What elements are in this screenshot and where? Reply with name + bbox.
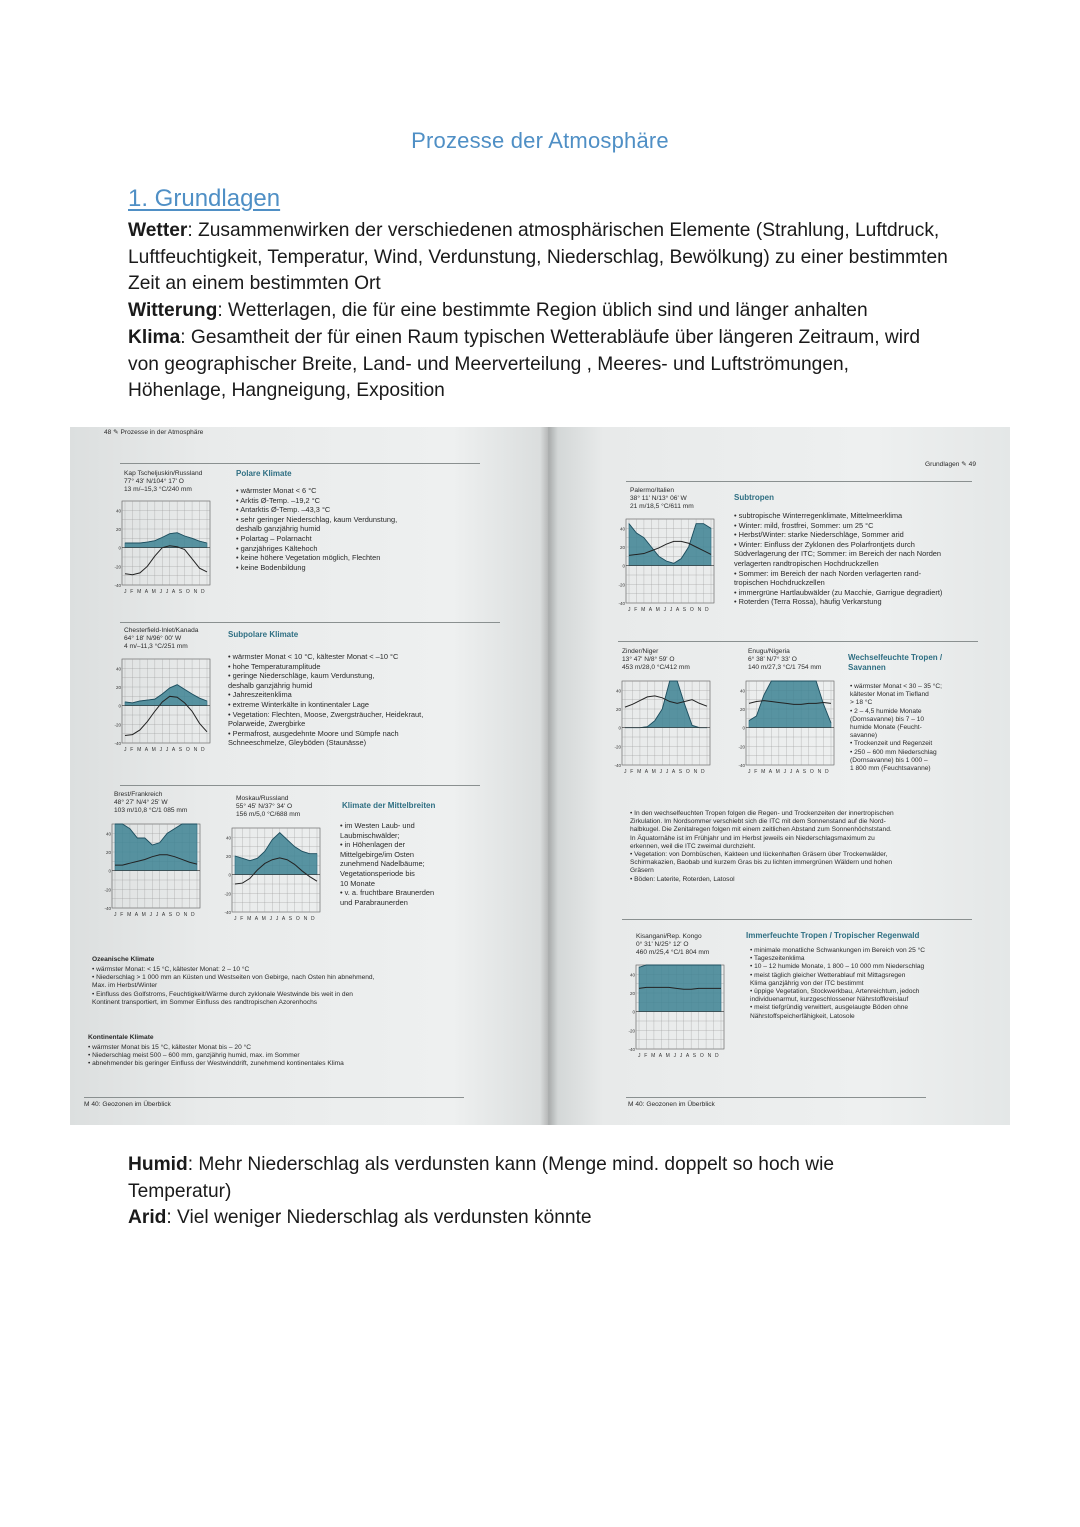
bullet-line: • minimale monatliche Schwankungen im Bereich von 25 °C	[750, 947, 926, 954]
station-line: 13 m/–15,3 °C/240 mm	[124, 486, 192, 494]
bullet-line: • Jahreszeitenklima	[228, 690, 292, 700]
bullet-line: • In den wechselfeuchten Tropen folgen die Regen- und Trockenzeiten der innertropischen	[630, 810, 894, 817]
bullet-line: • geringe Niederschläge, kaum Verdunstung,	[228, 671, 375, 681]
temperature-tick-label: -20	[104, 887, 111, 893]
bullet-line: • wärmster Monat < 30 – 35 °C;	[850, 683, 942, 690]
station-info	[114, 791, 187, 816]
bullet-line: Vegetationsperiode bis	[340, 868, 415, 878]
definition-wetter	[128, 218, 948, 298]
temperature-tick-label: 0	[742, 725, 745, 731]
bullet-line: • meist tiefgründig verwittert, ausgelaugte Böden ohne	[750, 1004, 909, 1012]
section-heading: 1. Grundlagen	[128, 185, 281, 212]
temperature-tick-label: -40	[614, 763, 621, 768]
climate-diagram-svg	[222, 824, 324, 926]
temperature-tick-label: -20	[628, 1028, 635, 1034]
temperature-tick-label: 20	[739, 707, 745, 712]
bullet-line: • hohe Temperaturamplitude	[228, 661, 321, 671]
bullet-line: • Antarktis Ø-Temp. –43,3 °C	[236, 505, 331, 515]
precipitation-area	[625, 681, 707, 728]
station-line: 64° 18' N/96° 00' W	[124, 635, 182, 643]
climate-diagram-svg	[112, 497, 214, 599]
station-line: Zinder/Niger	[622, 648, 659, 655]
bullet-line: • Vegetation: von Dornbüschen, Kakteen und lückenhaften Gräsern über Trockenwälder,	[630, 851, 888, 859]
bullet-line: Klima ganzjährig von der ITC bestimmt	[750, 979, 864, 987]
station-line: 77° 43' N/104° 17' O	[124, 478, 184, 486]
bullet-line: • Polartag – Polarnacht	[236, 533, 312, 543]
temperature-tick-label: 40	[225, 835, 231, 841]
climate-diagram	[112, 655, 214, 757]
text-klima: : Gesamtheit der für einen Raum typischen Wetterabläufe über längeren Zeitraum, wird von geographischer Breite, Land- und Meerverteilung , Meeres- und Luftströmungen, Höhenlage, Hangneigung, Exposition	[128, 326, 921, 402]
temperature-tick-label: 20	[629, 991, 635, 996]
zone-paragraph	[630, 810, 894, 884]
bullet-line: und Parabraunerden	[340, 897, 408, 907]
climate-diagram	[612, 677, 714, 779]
bullet-line: • v. a. fruchtbare Braunerden	[340, 888, 435, 898]
bullet-line: deshalb ganzjährig humid	[236, 524, 321, 534]
station-info	[622, 648, 690, 673]
climate-diagram	[222, 824, 324, 926]
temperature-tick-label: 40	[115, 666, 121, 672]
bullet-line: • sehr geringer Niederschlag, kaum Verdunstung,	[236, 514, 398, 524]
bullet-line: humide Monate (Feucht-	[850, 724, 922, 732]
rule	[622, 919, 972, 920]
station-info	[630, 487, 694, 512]
station-line: 6° 38' N/7° 33' O	[748, 656, 797, 664]
station-line: Enugu/Nigeria	[748, 648, 790, 655]
temperature-tick-label: -40	[618, 601, 625, 606]
temperature-tick-label: -40	[114, 741, 121, 746]
bullet-line: Südverlagerung der ITC; Sommer: im Bereich der nach Norden	[734, 549, 942, 559]
temperature-tick-label: 20	[619, 545, 625, 550]
bullet-line: • Roterden (Terra Rossa), häufig Verkarstung	[734, 597, 882, 607]
bullet-line: • Böden: Laterite, Roterden, Latosol	[630, 875, 735, 883]
rule	[120, 463, 480, 464]
bullet-line: • Herbst/Winter: starke Niederschläge, Sommer arid	[734, 530, 904, 540]
bullet-line: • Einfluss des Golfstroms, Feuchtigkeit/Wärme durch zyklonale Westwinde bis weit in den	[92, 990, 353, 998]
zone-heading: Subpolare Klimate	[228, 630, 299, 639]
zone-heading	[848, 653, 942, 672]
bullet-line: • wärmster Monat bis 15 °C, kältester Monat bis – 20 °C	[88, 1044, 251, 1051]
bullet-line: Schneeschmelze, Gleyböden (Staunässe)	[228, 738, 367, 748]
bullet-line: • abnehmender bis geringer Einfluss der Westwinddrift, zunehmend kontinentales Klima	[88, 1060, 344, 1068]
bullet-line: • üppige Vegetation, Stockwerkbau, Artenreichtum, jedoch	[750, 988, 920, 996]
station-line: Moskau/Russland	[236, 795, 289, 802]
bullet-line: • Arktis Ø-Temp. –19,2 °C	[236, 495, 320, 505]
month-axis-label: J F M A M J J A S O N D	[748, 769, 830, 775]
zone-bullets	[734, 511, 942, 607]
precipitation-area	[629, 524, 711, 566]
month-axis-label: J F M A M J J A S O N D	[114, 912, 196, 918]
zone-bullets	[228, 652, 423, 748]
temperature-tick-label: 20	[115, 527, 121, 532]
month-axis-label: J F M A M J J A S O N D	[638, 1053, 720, 1059]
climate-diagram	[102, 820, 204, 922]
zone-heading: Subtropen	[734, 493, 774, 502]
rule	[120, 785, 480, 786]
bullet-line: • Trockenzeit und Regenzeit	[850, 740, 933, 748]
station-line: 140 m/27,3 °C/1 754 mm	[748, 664, 822, 672]
climate-diagram	[626, 961, 728, 1063]
zone-heading: Klimate der Mittelbreiten	[342, 801, 436, 810]
climate-diagram-svg	[112, 655, 214, 757]
temperature-tick-label: 0	[118, 703, 121, 709]
definition-arid	[128, 1205, 908, 1232]
book-gutter	[540, 427, 558, 1125]
bullet-line: • immergrüne Hartlaubwälder (zu Macchie, Garrigue degradiert)	[734, 587, 943, 597]
bullet-line: savanne)	[850, 732, 878, 740]
temperature-tick-label: -20	[738, 744, 745, 750]
left-page-header: 48 ✎ Prozesse in der Atmosphäre	[104, 429, 204, 436]
temperature-tick-label: -20	[618, 582, 625, 588]
station-info	[748, 648, 821, 673]
bullet-line: verlagerten randtropischen Hochdruckzellen	[734, 558, 879, 568]
station-line: 55° 45' N/37° 34' O	[236, 803, 293, 811]
bullet-line: zunehmend Nadelbäume;	[340, 859, 425, 869]
station-line: 156 m/5,0 °C/688 mm	[236, 811, 301, 819]
climate-diagram	[736, 677, 838, 779]
climate-diagram	[616, 515, 718, 617]
bullet-line: • extreme Winterkälte in kontinentaler Lage	[228, 699, 370, 709]
station-line: 0° 31' N/25° 12' O	[636, 941, 689, 949]
bullet-line: Polarweide, Zwergbirke	[228, 719, 306, 729]
precipitation-area	[125, 533, 207, 548]
temperature-tick-label: -40	[104, 906, 111, 911]
bullet-line: erkennen, weil die ITC zweimal durchzieht.	[630, 842, 756, 850]
bullet-line: • 2 – 4,5 humide Monate	[850, 707, 922, 715]
bullet-line: • keine höhere Vegetation möglich, Flechten	[236, 553, 381, 563]
temperature-tick-label: -40	[224, 910, 231, 915]
bullet-line: • Niederschlag meist 500 – 600 mm, ganzjährig humid, max. im Sommer	[88, 1052, 300, 1060]
climate-diagram-svg	[612, 677, 714, 779]
bullet-line: (Dornsavanne) bis 7 – 10	[850, 715, 925, 723]
climate-diagram-svg	[736, 677, 838, 779]
zone-bullets	[236, 486, 397, 572]
definition-witterung	[128, 298, 948, 325]
rule	[626, 481, 972, 482]
definitions-block	[128, 218, 948, 405]
climate-diagram	[112, 497, 214, 599]
station-line: 453 m/28,0 °C/412 mm	[622, 664, 690, 672]
station-line: Palermo/Italien	[630, 487, 674, 494]
bullet-line: • ganzjähriges Kältehoch	[236, 543, 318, 553]
climate-diagram-svg	[626, 961, 728, 1063]
station-info	[124, 627, 198, 652]
bullet-line: Nährstoffspeicherfähigkeit, Latosole	[750, 1012, 855, 1020]
temperature-line	[125, 546, 207, 575]
month-axis-label: J F M A M J J A S O N D	[124, 589, 206, 595]
term-witterung: Witterung	[128, 300, 218, 322]
temperature-tick-label: 0	[118, 545, 121, 551]
month-axis-label: J F M A M J J A S O N D	[628, 607, 710, 613]
bullet-line: deshalb ganzjährig humid	[228, 680, 313, 690]
bullet-line: Kontinent transportiert, im Sommer Einfluss des randtropischen Azorenhochs	[92, 998, 318, 1006]
temperature-tick-label: -40	[114, 583, 121, 588]
term-humid: Humid	[128, 1154, 188, 1175]
text-humid: : Mehr Niederschlag als verdunsten kann (Menge mind. doppelt so hoch wie Temperatur)	[128, 1154, 835, 1202]
right-page-footer: M 40: Geozonen im Überblick	[628, 1101, 715, 1108]
bullet-line: kältester Monat im Tiefland	[850, 691, 929, 699]
temperature-tick-label: 20	[225, 854, 231, 859]
bullet-line: • wärmster Monat < 10 °C, kältester Monat < –10 °C	[228, 652, 399, 661]
page-title: Prozesse der Atmosphäre	[411, 128, 669, 153]
bullet-line: • Permafrost, ausgedehnte Moore und Sümpfe nach	[228, 728, 399, 738]
zone-bullets	[750, 947, 925, 1021]
bullet-line: 1 800 mm (Feuchtsavanne)	[850, 765, 931, 773]
bullet-line: • Vegetation: Flechten, Moose, Zwergsträucher, Heidekraut,	[228, 709, 424, 719]
bullet-line: Zirkulation. Im Nordsommer verschiebt sich die ITC mit dem Sonnenstand auf die Nord-	[630, 818, 886, 826]
bullet-line: Max. im Herbst/Winter	[92, 982, 158, 990]
bullet-line: (Dornsavanne) bis 1 000 –	[850, 756, 928, 764]
station-line: Kisangani/Rep. Kongo	[636, 933, 702, 940]
rule	[626, 1097, 926, 1098]
station-info	[236, 795, 300, 820]
station-line: 103 m/10,8 °C/1 085 mm	[114, 807, 188, 815]
bullet-line: tropischen Hochdruckzellen	[734, 578, 825, 588]
bullet-line: 10 Monate	[340, 878, 375, 888]
bullet-line: • subtropische Winterregenklimate, Mittelmeerklima	[734, 511, 903, 520]
bullet-line: • wärmster Monat < 6 °C	[236, 486, 317, 495]
heading-line: Wechselfeuchte Tropen /	[848, 653, 943, 662]
term-klima: Klima	[128, 326, 181, 348]
rule	[84, 1097, 464, 1098]
bullet-line: • Niederschlag > 1 000 mm an Küsten und Westseiten von Gebirge, nach Osten hin abnehmend,	[92, 974, 375, 982]
temperature-tick-label: 40	[615, 688, 621, 694]
bullet-line: • wärmster Monat: < 15 °C, kältester Monat: 2 – 10 °C	[92, 966, 250, 973]
temperature-tick-label: -40	[628, 1047, 635, 1052]
bullet-line: • 250 – 600 mm Niederschlag	[850, 748, 937, 756]
temperature-tick-label: 0	[632, 1009, 635, 1015]
bullet-line: • im Westen Laub- und	[340, 821, 415, 830]
bullet-line: In Äquatornähe ist im Frühjahr und im Herbst jeweils ein Niederschlagsmaximum zu	[630, 834, 875, 842]
station-info	[124, 470, 202, 495]
station-line: 21 m/18,5 °C/611 mm	[630, 503, 694, 511]
bullet-line: • Winter: mild, frostfrei, Sommer: um 25 °C	[734, 520, 874, 530]
temperature-tick-label: 0	[228, 872, 231, 878]
temperature-tick-label: 20	[105, 850, 111, 855]
temperature-tick-label: 20	[615, 707, 621, 712]
bullet-line: halbkugel. Die Zenitalregen folgen mit einem zeitlichen Abstand zum Sonnenhöchststand.	[630, 826, 892, 834]
text-arid: : Viel weniger Niederschlag als verdunsten könnte	[166, 1207, 592, 1229]
station-line: Kap Tscheljuskin/Russland	[124, 470, 203, 477]
bullet-line: • in Höhenlagen der	[340, 840, 406, 850]
temperature-tick-label: 0	[108, 868, 111, 874]
text-witterung: : Wetterlagen, die für eine bestimmte Region üblich sind und länger anhalten	[217, 300, 868, 322]
month-axis-label: J F M A M J J A S O N D	[124, 747, 206, 753]
temperature-tick-label: 40	[105, 831, 111, 837]
left-page-footer: M 40: Geozonen im Überblick	[84, 1101, 171, 1108]
precipitation-area	[235, 833, 317, 875]
heading-line: Savannen	[848, 662, 886, 672]
station-line: Brest/Frankreich	[114, 791, 163, 798]
term-arid: Arid	[128, 1207, 167, 1229]
rule	[618, 641, 978, 642]
station-line: 4 m/–11,3 °C/251 mm	[124, 643, 188, 651]
station-line: Chesterfield-Inlet/Kanada	[124, 627, 199, 634]
zone-bullets	[850, 683, 942, 773]
bullet-line: Mittelgebirge/im Osten	[340, 849, 414, 859]
bullet-line: > 18 °C	[850, 699, 873, 707]
station-line: 38° 11' N/13° 06' W	[630, 495, 687, 503]
temperature-tick-label: -20	[224, 891, 231, 897]
bullet-line: • Sommer: im Bereich der nach Norden verlagerten rand-	[734, 568, 922, 578]
bullet-line: • Winter: Einfluss der Zyklonen des Polarfrontjets durch	[734, 539, 915, 549]
zone-heading: Polare Klimate	[236, 469, 292, 478]
station-line: 48° 27' N/4° 25' W	[114, 799, 168, 807]
month-axis-label: J F M A M J J A S O N D	[234, 916, 316, 922]
temperature-tick-label: -20	[614, 744, 621, 750]
temperature-tick-label: 0	[618, 725, 621, 731]
term-wetter: Wetter	[128, 220, 188, 241]
bullet-line: Gräsern	[630, 867, 654, 875]
after-definitions	[128, 1152, 908, 1232]
climate-diagram-svg	[616, 515, 718, 617]
textbook-photo	[70, 427, 1010, 1125]
temperature-tick-label: -20	[114, 722, 121, 728]
bullet-line: • 10 – 12 humide Monate, 1 800 – 10 000 mm Niederschlag	[750, 963, 925, 971]
bullet-line: • Tageszeitenklima	[750, 955, 805, 963]
zone-heading: Kontinentale Klimate	[88, 1034, 154, 1041]
temperature-tick-label: 40	[619, 526, 625, 532]
right-page-header: Grundlagen ✎ 49	[925, 461, 976, 468]
temperature-tick-label: 40	[739, 688, 745, 694]
definition-klima	[128, 325, 948, 405]
temperature-tick-label: 0	[622, 563, 625, 569]
bullet-line: • keine Bodenbildung	[236, 562, 306, 572]
bullet-line: • meist täglich gleicher Wetterablauf mit Mittagsregen	[750, 971, 906, 979]
temperature-tick-label: -40	[738, 763, 745, 768]
zone-bullets	[92, 966, 374, 1007]
temperature-tick-label: 40	[115, 508, 121, 514]
bullet-line: individuenarmut, kurzgeschlossener Nährstoffkreislauf	[750, 996, 909, 1004]
temperature-tick-label: -20	[114, 564, 121, 570]
zone-heading: Immerfeuchte Tropen / Tropischer Regenwald	[746, 931, 920, 940]
month-axis-label: J F M A M J J A S O N D	[624, 769, 706, 775]
temperature-tick-label: 40	[629, 972, 635, 978]
zone-heading: Ozeanische Klimate	[92, 956, 155, 963]
station-info	[636, 933, 709, 958]
text-wetter: : Zusammenwirken der verschiedenen atmosphärischen Elemente (Strahlung, Luftdruck, Luftfeuchtigkeit, Temperatur, Wind, Verdunstung, Niederschlag, Bewölkung) zu einer bestimmten Zeit an einem bestimmten Ort	[128, 220, 948, 295]
temperature-tick-label: 20	[115, 685, 121, 690]
station-line: 460 m/25,4 °C/1 804 mm	[636, 949, 710, 957]
bullet-line: Laubmischwälder;	[340, 830, 400, 840]
zone-bullets	[88, 1044, 344, 1069]
climate-diagram-svg	[102, 820, 204, 922]
definition-humid	[128, 1152, 908, 1205]
bullet-line: Schirmakazien, Baobab und kurzem Gras bis zu lichten immergrünen Wäldern und hohen	[630, 859, 893, 867]
zone-bullets	[340, 821, 434, 907]
station-line: 13° 47' N/8° 59' O	[622, 656, 675, 664]
rule	[120, 622, 500, 623]
